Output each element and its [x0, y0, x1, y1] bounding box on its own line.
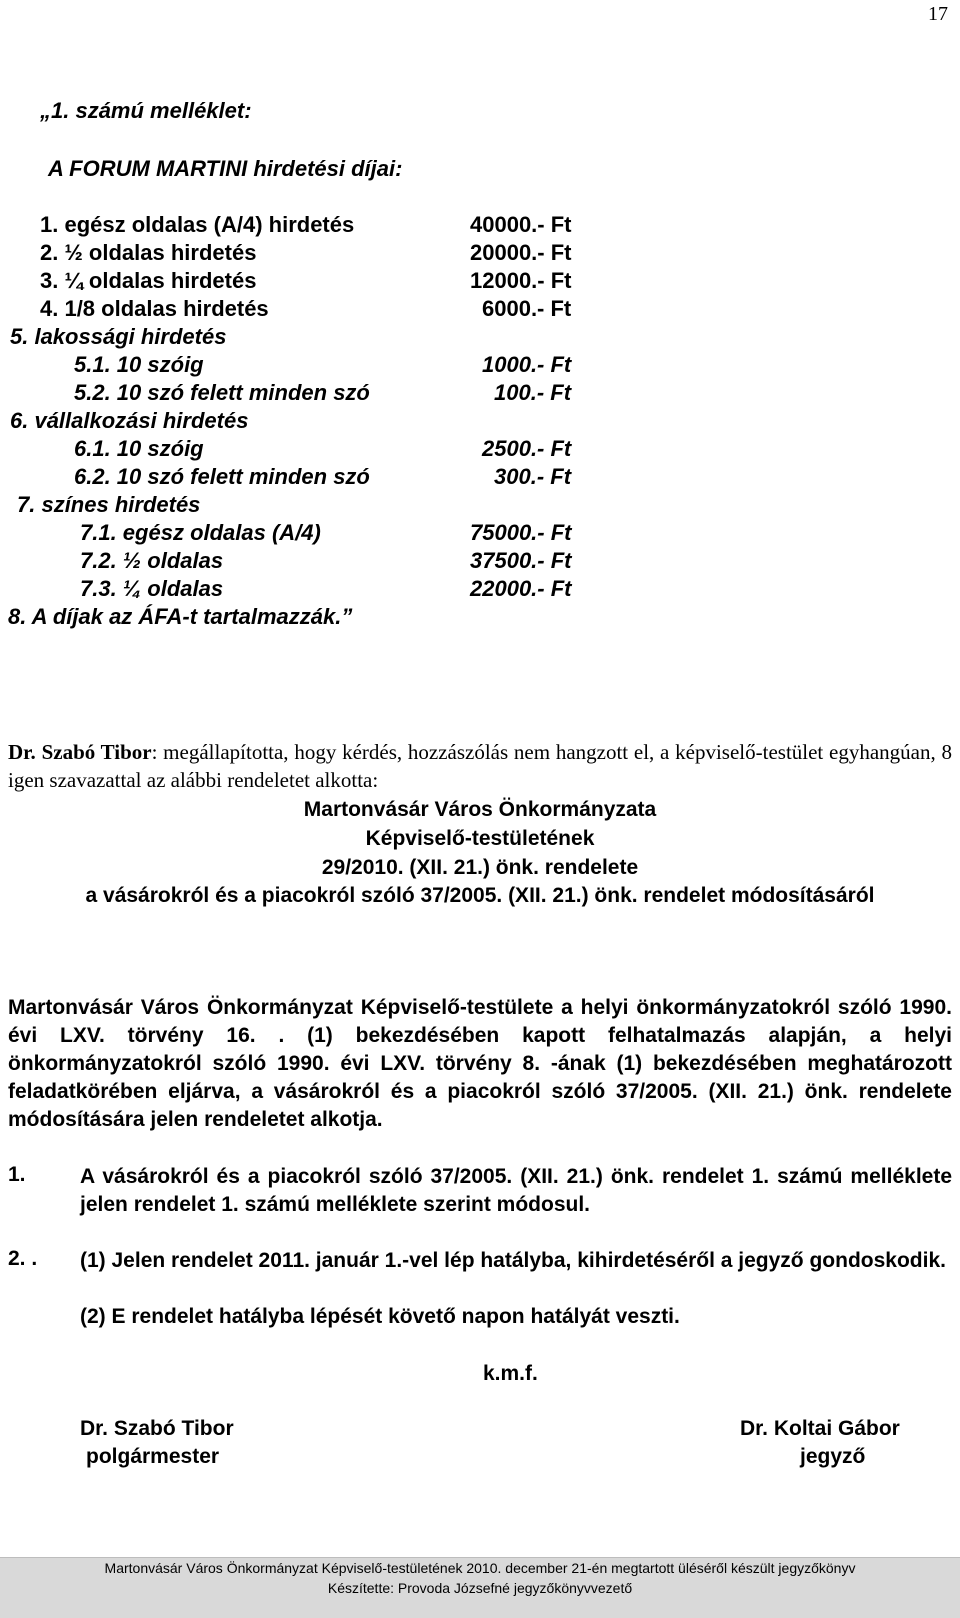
section-1-text: A vásárokról és a piacokról szóló 37/2005. (XII. 21.) önk. rendelet 1. számú melléklete jelen rendelet 1. számú melléklete szerint módosul.	[80, 1165, 952, 1216]
price-item-label: 7.1. egész oldalas (A/4)	[80, 520, 321, 545]
intro-text: : megállapította, hogy kérdés, hozzászólás nem hangzott el, a képviselő-testület egyhangúan, 8 igen szavazattal az alábbi rendeletet alkotta:	[8, 740, 952, 792]
section-1-number: 1.	[8, 1163, 26, 1186]
price-item-value: 6000.- Ft	[482, 296, 572, 321]
price-item-value: 1000.- Ft	[482, 352, 572, 377]
price-row	[0, 492, 960, 520]
ordinance-number: 29/2010. (XII. 21.) önk. rendelete	[321, 856, 639, 879]
price-item-value: 20000.- Ft	[470, 240, 572, 265]
footer-line-2: Készítette: Provoda Józsefné jegyzőkönyvvezető	[327, 1580, 633, 1596]
price-item-label: 3. ¼ oldalas hirdetés	[40, 268, 257, 293]
price-item-label: 8. A díjak az ÁFA-t tartalmazzák.”	[8, 604, 353, 629]
price-row	[0, 520, 960, 548]
price-item-label: 6.2. 10 szó felett minden szó	[74, 464, 370, 489]
price-item-value: 40000.- Ft	[470, 212, 572, 237]
price-item-value: 12000.- Ft	[470, 268, 572, 293]
price-item-label: 4. 1/8 oldalas hirdetés	[40, 296, 269, 321]
price-item-value: 37500.- Ft	[470, 548, 572, 573]
price-item-label: 7.2. ½ oldalas	[80, 548, 224, 573]
section-2-paragraph-1: (1) Jelen rendelet 2011. január 1.-vel lép hatályba, kihirdetéséről a jegyző gondoskodik.	[80, 1249, 946, 1272]
ordinance-issuer: Martonvásár Város Önkormányzata	[303, 798, 657, 821]
price-item-label: 7.3. ¼ oldalas	[80, 576, 224, 601]
signer-right-name: Dr. Koltai Gábor	[740, 1417, 900, 1440]
annex-title: „1. számú melléklet:	[40, 98, 252, 123]
ordinance-title: a vásárokról és a piacokról szóló 37/2005. (XII. 21.) önk. rendelet módosításáról	[85, 884, 875, 907]
price-item-value: 75000.- Ft	[470, 520, 572, 545]
section-2-paragraph-2: (2) E rendelet hatályba lépését követő napon hatályát veszti.	[80, 1305, 680, 1328]
price-row	[0, 604, 960, 632]
page-footer	[0, 1557, 960, 1618]
price-item-label: 5.2. 10 szó felett minden szó	[74, 380, 370, 405]
speaker-name: Dr. Szabó Tibor	[8, 740, 152, 764]
price-item-value: 2500.- Ft	[482, 436, 572, 461]
price-row	[0, 324, 960, 352]
price-row	[0, 408, 960, 436]
price-row	[0, 464, 960, 492]
price-row	[0, 380, 960, 408]
ordinance-preamble: Martonvásár Város Önkormányzat Képviselő-testülete a helyi önkormányzatokról szóló 1990. évi LXV. törvény 16. . (1) bekezdésében kapott felhatalmazás alapján, a helyi önkormányzatokról szóló 1990. évi LXV. törvény 8. -ának (1) bekezdésében meghatározott feladatkörében eljárva, a vásárokról és a piacokról szóló 37/2005. (XII. 21.) önk. rendelete módosítására jelen rendeletet alkotja.	[8, 996, 952, 1131]
price-row	[0, 296, 960, 324]
price-item-label: 6. vállalkozási hirdetés	[10, 408, 249, 433]
price-item-label: 5. lakossági hirdetés	[10, 324, 227, 349]
price-item-value: 22000.- Ft	[470, 576, 572, 601]
kmf-label: k.m.f.	[483, 1362, 538, 1385]
price-item-value: 300.- Ft	[494, 464, 572, 489]
page-number: 17	[928, 3, 948, 25]
price-row	[0, 240, 960, 268]
annex-subtitle: A FORUM MARTINI hirdetési díjai:	[48, 156, 403, 181]
price-row	[0, 576, 960, 604]
price-item-label: 7. színes hirdetés	[17, 492, 201, 517]
signer-left-name: Dr. Szabó Tibor	[80, 1417, 234, 1440]
footer-line-1: Martonvásár Város Önkormányzat Képviselő-testületének 2010. december 21-én megtartott üléséről készült jegyzőkönyv	[104, 1560, 856, 1576]
ordinance-body: Képviselő-testületének	[365, 827, 595, 850]
price-item-label: 5.1. 10 szóig	[74, 352, 204, 377]
price-item-label: 2. ½ oldalas hirdetés	[40, 240, 257, 265]
section-2-number: 2. .	[8, 1247, 38, 1270]
price-item-value: 100.- Ft	[494, 380, 572, 405]
price-row	[0, 212, 960, 240]
price-row	[0, 352, 960, 380]
signer-right-title: jegyző	[800, 1445, 866, 1468]
signer-left-title: polgármester	[86, 1445, 220, 1468]
price-row	[0, 268, 960, 296]
price-item-label: 6.1. 10 szóig	[74, 436, 204, 461]
price-row	[0, 436, 960, 464]
intro-paragraph	[8, 738, 952, 794]
price-item-label: 1. egész oldalas (A/4) hirdetés	[40, 212, 355, 237]
price-row	[0, 548, 960, 576]
